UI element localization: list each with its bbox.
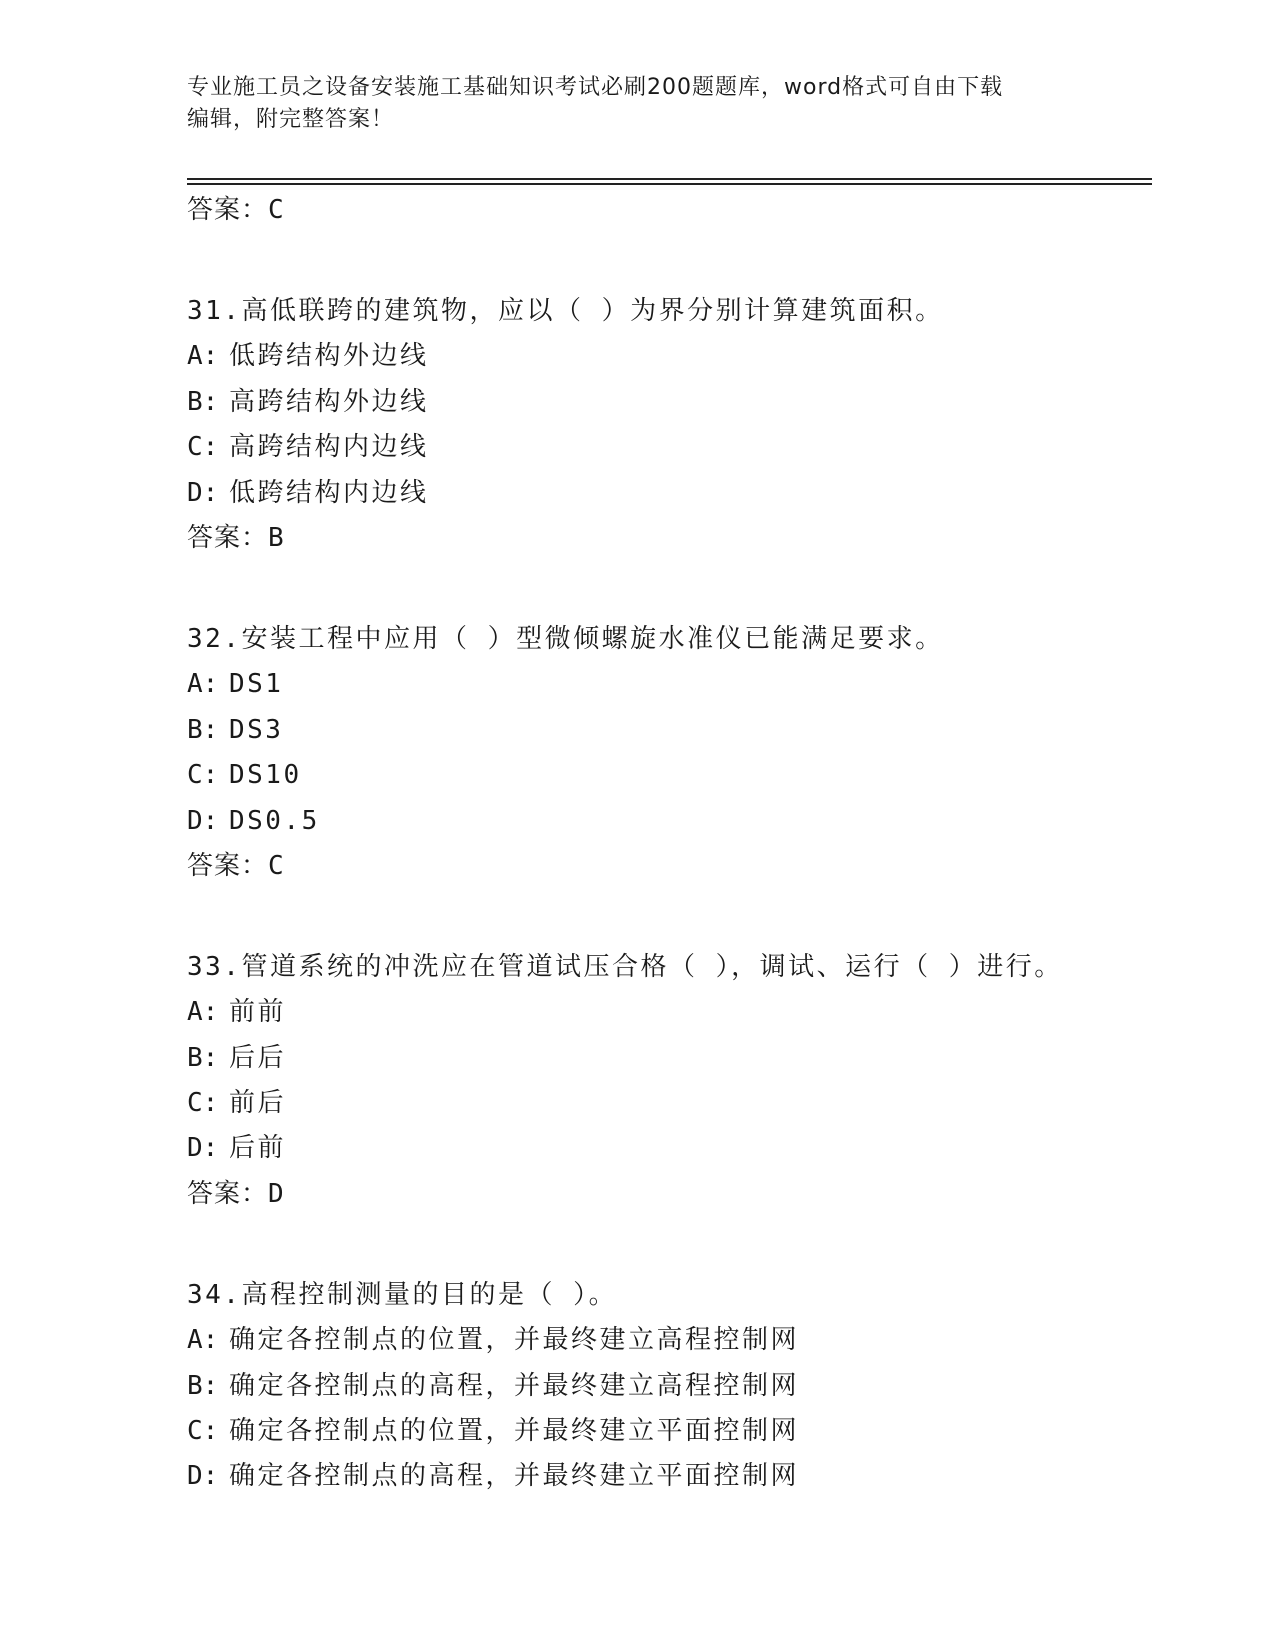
option-letter: A: bbox=[187, 997, 219, 1028]
spacer bbox=[187, 889, 1147, 945]
option-b bbox=[187, 380, 1147, 425]
header-divider-top bbox=[187, 178, 1152, 180]
option-letter: D: bbox=[187, 1461, 219, 1492]
question-list bbox=[187, 188, 1147, 1500]
previous-answer bbox=[187, 188, 1147, 233]
option-b bbox=[187, 1036, 1147, 1081]
answer bbox=[187, 1172, 1147, 1217]
spacer bbox=[187, 561, 1147, 617]
answer-value: B bbox=[268, 522, 285, 553]
option-letter: A: bbox=[187, 341, 219, 372]
option-letter: C: bbox=[187, 760, 219, 791]
option-text: 低跨结构外边线 bbox=[229, 341, 429, 372]
answer bbox=[187, 516, 1147, 561]
option-text: 前前 bbox=[229, 997, 287, 1028]
option-text: DS0.5 bbox=[229, 805, 320, 836]
option-letter: B: bbox=[187, 1042, 219, 1073]
option-text: 低跨结构内边线 bbox=[229, 477, 429, 508]
option-b bbox=[187, 1364, 1147, 1409]
option-text: 后后 bbox=[229, 1042, 287, 1073]
header-divider-bottom bbox=[187, 183, 1152, 185]
option-letter: B: bbox=[187, 1370, 219, 1401]
question-33 bbox=[187, 945, 1147, 1217]
header-title-line-2: 编辑，附完整答案！ bbox=[187, 107, 395, 132]
option-text: DS3 bbox=[229, 714, 284, 745]
option-b bbox=[187, 708, 1147, 753]
option-d bbox=[187, 799, 1147, 844]
option-letter: D: bbox=[187, 805, 219, 836]
option-letter: C: bbox=[187, 1088, 219, 1119]
option-a bbox=[187, 990, 1147, 1035]
option-letter: A: bbox=[187, 1325, 219, 1356]
option-d bbox=[187, 1126, 1147, 1171]
answer bbox=[187, 844, 1147, 889]
answer-value: D bbox=[268, 1178, 285, 1209]
option-d bbox=[187, 1454, 1147, 1499]
option-text: 确定各控制点的位置，并最终建立平面控制网 bbox=[229, 1416, 800, 1447]
option-letter: C: bbox=[187, 432, 219, 463]
option-text: 前后 bbox=[229, 1088, 287, 1119]
option-c bbox=[187, 1409, 1147, 1454]
option-text: 高跨结构外边线 bbox=[229, 386, 429, 417]
option-letter: B: bbox=[187, 714, 219, 745]
option-letter: C: bbox=[187, 1416, 219, 1447]
spacer bbox=[187, 233, 1147, 289]
option-c bbox=[187, 753, 1147, 798]
question-stem: 31.高低联跨的建筑物，应以（ ）为界分别计算建筑面积。 bbox=[187, 296, 944, 326]
question-31 bbox=[187, 289, 1147, 561]
option-letter: D: bbox=[187, 1133, 219, 1164]
answer-label: 答案： bbox=[187, 195, 269, 225]
option-letter: A: bbox=[187, 669, 219, 700]
answer-label: 答案： bbox=[187, 522, 269, 553]
answer-label: 答案： bbox=[187, 1178, 269, 1209]
option-text: 后前 bbox=[229, 1133, 287, 1164]
option-letter: B: bbox=[187, 386, 219, 417]
option-letter: D: bbox=[187, 477, 219, 508]
answer-value: C bbox=[268, 195, 285, 225]
option-a bbox=[187, 334, 1147, 379]
document-header bbox=[187, 72, 1067, 136]
option-text: 确定各控制点的位置，并最终建立高程控制网 bbox=[229, 1325, 800, 1356]
option-c bbox=[187, 425, 1147, 470]
question-stem: 34.高程控制测量的目的是（ ）。 bbox=[187, 1279, 618, 1310]
question-stem: 33.管道系统的冲洗应在管道试压合格（ ），调试、运行（ ）进行。 bbox=[187, 951, 1063, 982]
option-text: 确定各控制点的高程，并最终建立平面控制网 bbox=[229, 1461, 800, 1492]
option-d bbox=[187, 471, 1147, 516]
option-text: DS1 bbox=[229, 669, 284, 700]
option-text: DS10 bbox=[229, 760, 302, 791]
option-a bbox=[187, 1318, 1147, 1363]
spacer bbox=[187, 1217, 1147, 1273]
option-text: 高跨结构内边线 bbox=[229, 432, 429, 463]
header-title-line-1: 专业施工员之设备安装施工基础知识考试必刷200题题库，word格式可自由下载 bbox=[187, 75, 1004, 100]
option-a bbox=[187, 662, 1147, 707]
option-text: 确定各控制点的高程，并最终建立高程控制网 bbox=[229, 1370, 800, 1401]
answer-label: 答案： bbox=[187, 850, 269, 881]
question-32 bbox=[187, 617, 1147, 889]
answer-value: C bbox=[268, 850, 285, 881]
question-stem: 32.安装工程中应用（ ）型微倾螺旋水准仪已能满足要求。 bbox=[187, 623, 944, 654]
question-34 bbox=[187, 1273, 1147, 1500]
option-c bbox=[187, 1081, 1147, 1126]
